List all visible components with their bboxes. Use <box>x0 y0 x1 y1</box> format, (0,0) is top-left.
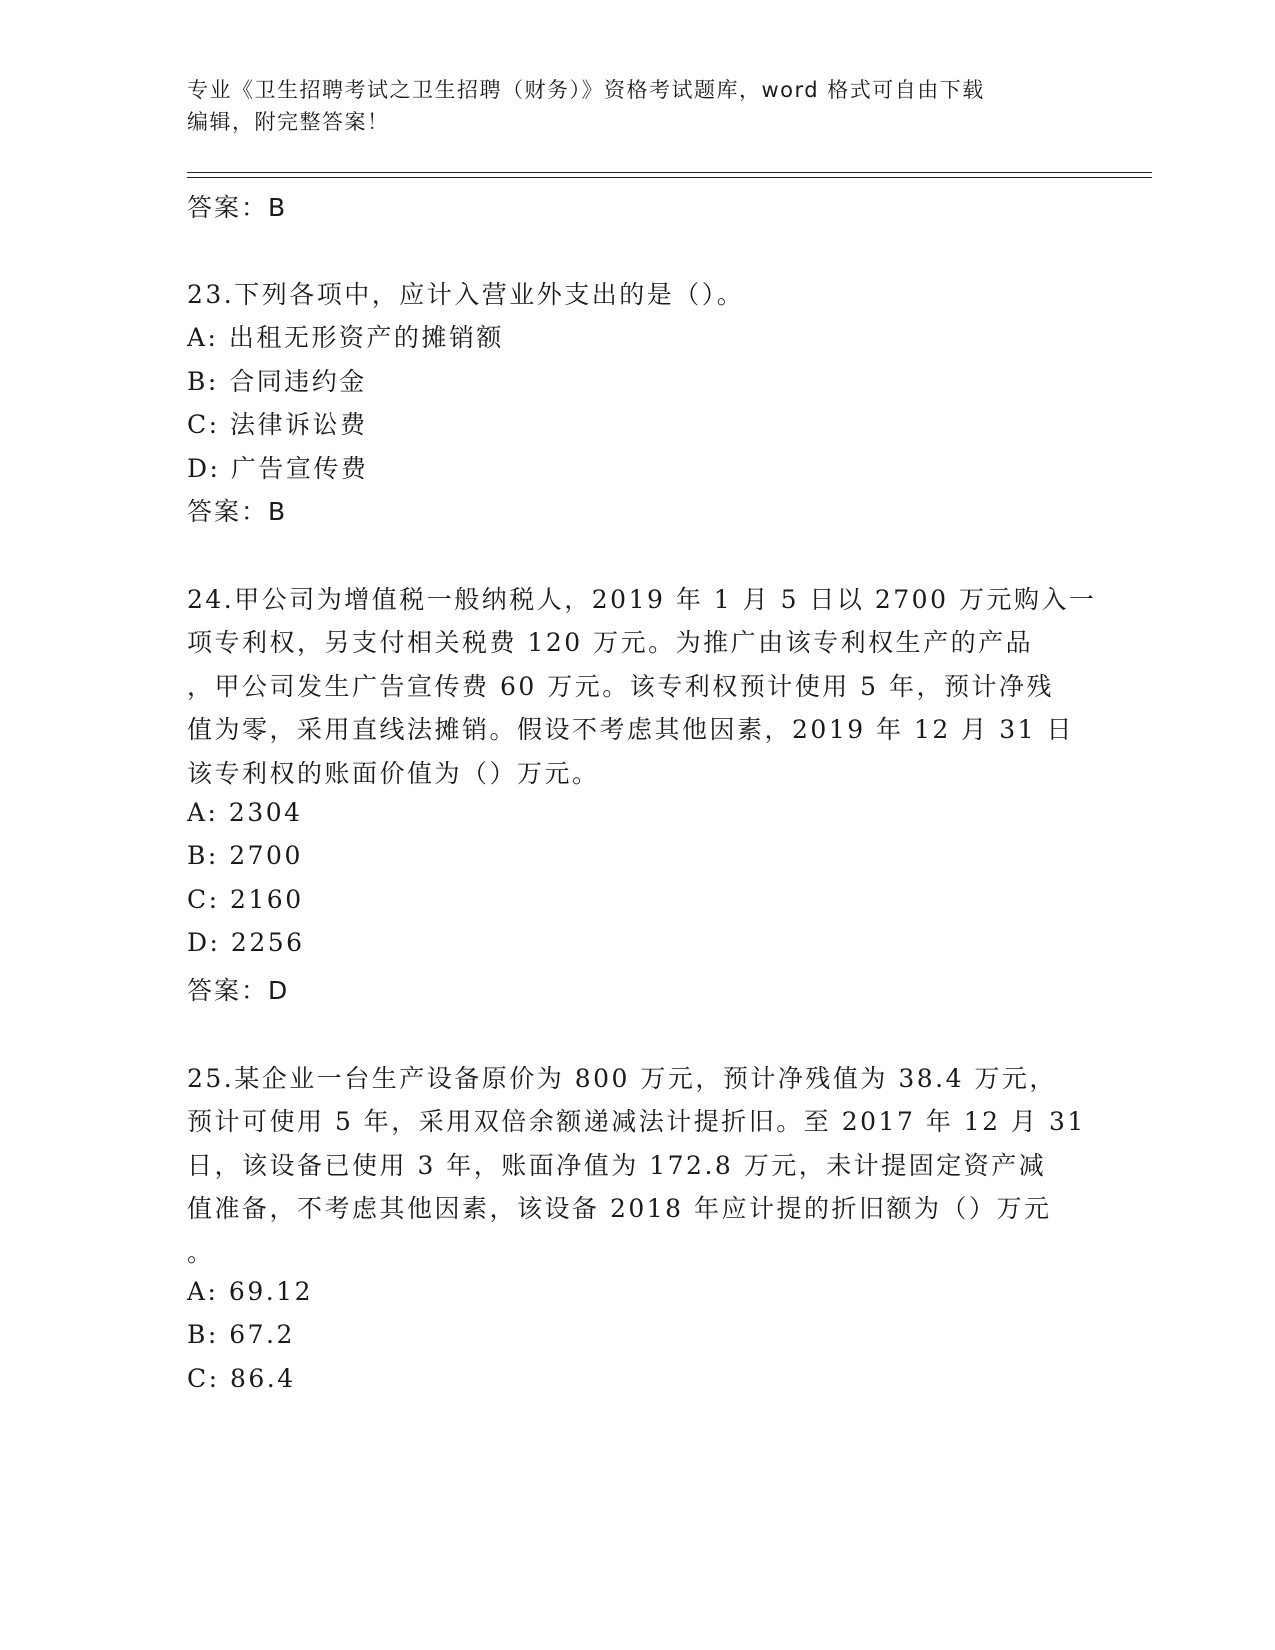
question-24-line-2: 项专利权，另支付相关税费 120 万元。为推广由该专利权生产的产品 <box>187 628 1034 657</box>
question-25-line-3: 日，该设备已使用 3 年，账面净值为 172.8 万元，未计提固定资产减 <box>187 1151 1047 1180</box>
question-25-line-4: 值准备，不考虑其他因素，该设备 2018 年应计提的折旧额为（）万元 <box>187 1194 1052 1223</box>
question-24-line-3: ，甲公司发生广告宣传费 60 万元。该专利权预计使用 5 年，预计净残 <box>187 672 1055 701</box>
question-23-text: 23.下列各项中，应计入营业外支出的是（）。 <box>187 280 745 309</box>
question-24-option-d: D: 2256 <box>187 928 305 957</box>
question-25-line-2: 预计可使用 5 年，采用双倍余额递减法计提折旧。至 2017 年 12 月 31 <box>187 1107 1086 1136</box>
question-24-answer: 答案：D <box>187 976 290 1005</box>
doc-header-line-1: 专业《卫生招聘考试之卫生招聘（财务）》资格考试题库，word 格式可自由下载 <box>187 78 985 102</box>
question-23-option-a: A: 出租无形资产的摊销额 <box>187 323 504 352</box>
question-24-line-4: 值为零，采用直线法摊销。假设不考虑其他因素，2019 年 12 月 31 日 <box>187 715 1074 744</box>
question-23-answer: 答案：B <box>187 497 288 526</box>
header-rule-top <box>187 172 1152 173</box>
question-24-option-a: A: 2304 <box>187 798 303 827</box>
question-25-option-b: B: 67.2 <box>187 1320 295 1349</box>
doc-header-line-2: 编辑，附完整答案！ <box>187 110 390 134</box>
question-25-line-1: 25.某企业一台生产设备原价为 800 万元，预计净残值为 38.4 万元， <box>187 1064 1057 1093</box>
question-25-option-a: A: 69.12 <box>187 1277 313 1306</box>
question-23-option-d: D: 广告宣传费 <box>187 454 369 483</box>
question-23-option-c: C: 法律诉讼费 <box>187 410 368 439</box>
question-25-line-5: 。 <box>187 1238 215 1267</box>
question-24-line-1: 24.甲公司为增值税一般纳税人，2019 年 1 月 5 日以 2700 万元购入一 <box>187 585 1097 614</box>
answer-previous: 答案：B <box>187 193 288 222</box>
header-rule-bottom <box>187 177 1152 178</box>
question-24-option-b: B: 2700 <box>187 841 303 870</box>
question-24-line-5: 该专利权的账面价值为（）万元。 <box>187 759 600 788</box>
question-23-option-b: B: 合同违约金 <box>187 367 367 396</box>
question-25-option-c: C: 86.4 <box>187 1364 296 1393</box>
question-24-option-c: C: 2160 <box>187 885 304 914</box>
